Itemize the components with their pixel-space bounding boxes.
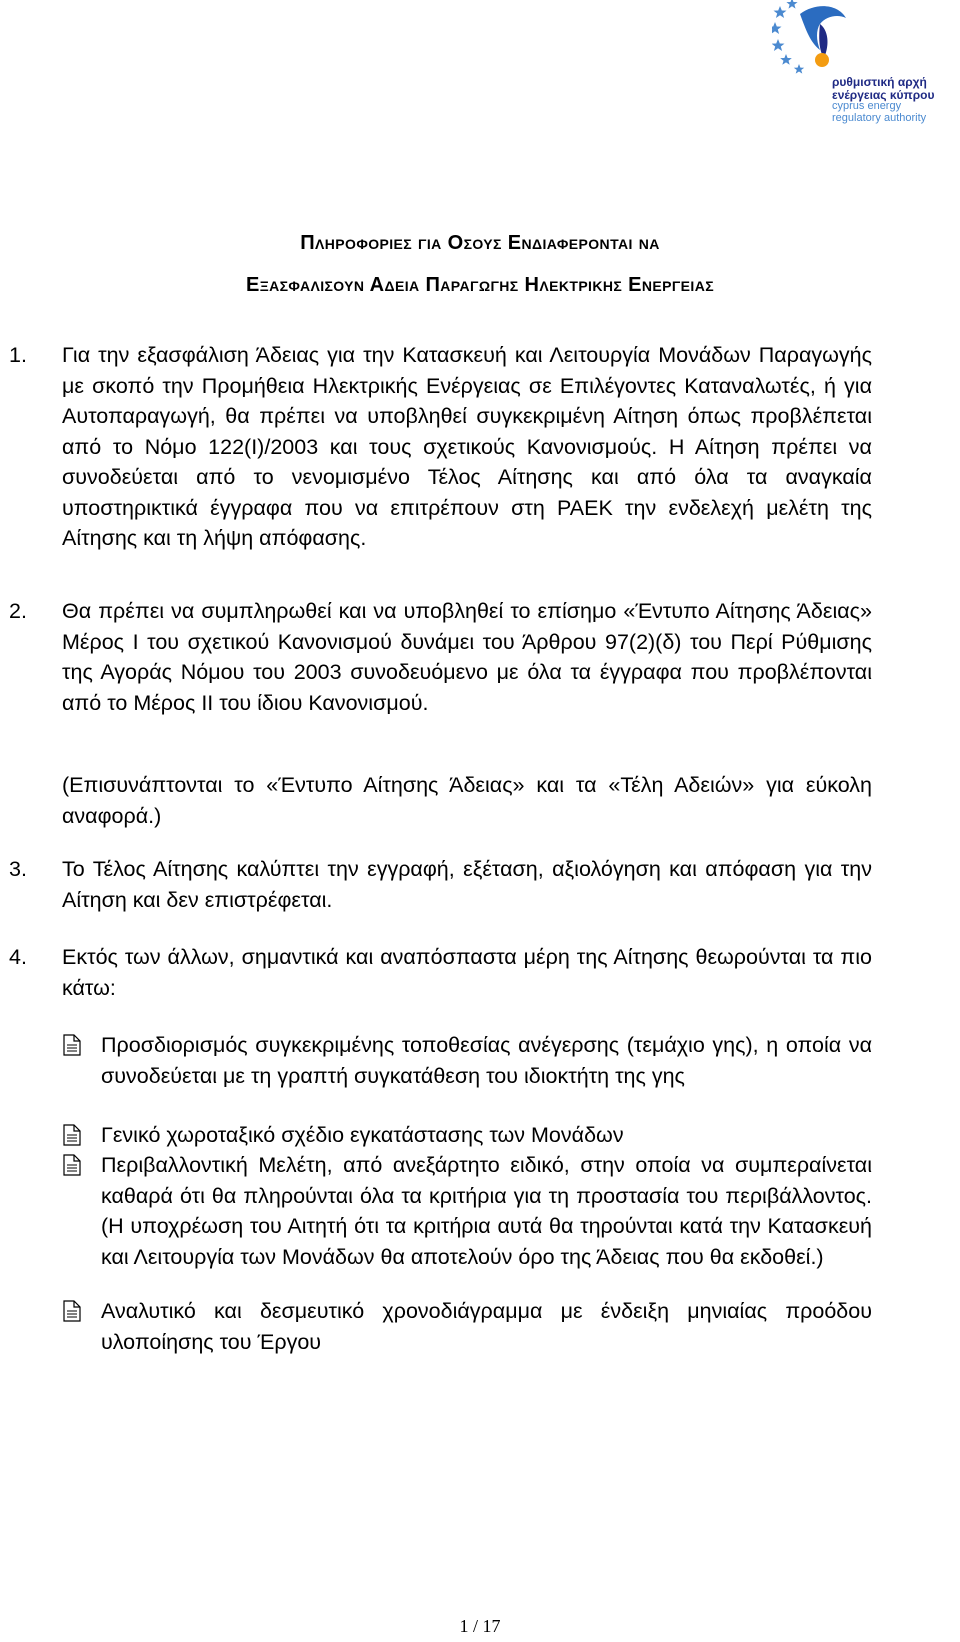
logo-name-en-line1: cyprus energy bbox=[832, 100, 902, 113]
item-text: Το Τέλος Αίτησης καλύπτει την εγγραφή, εξέταση, αξιολόγηση και απόφαση για την Αίτηση και δεν επιστρέφεται. bbox=[62, 857, 872, 912]
bullet-text: Γενικό χωροταξικό σχέδιο εγκατάστασης των Μονάδων bbox=[101, 1123, 624, 1147]
logo-name-gr-line1: ρυθμιστική αρχή bbox=[832, 75, 927, 89]
document-title-line2 bbox=[0, 274, 960, 297]
item-number: 2. bbox=[9, 599, 27, 623]
document-icon bbox=[62, 1034, 82, 1056]
page-number: 1 / 17 bbox=[459, 1616, 501, 1636]
logo-text bbox=[832, 76, 934, 124]
document-icon bbox=[62, 1154, 82, 1176]
item-number: 4. bbox=[9, 945, 27, 969]
raek-logo bbox=[772, 0, 954, 126]
title-line2: Εξασφαλισουν Αδεια Παραγωγησ Ηλεκτρικησ Ενεργειασ bbox=[245, 274, 715, 296]
item-number: 3. bbox=[9, 857, 27, 881]
item-text: Για την εξασφάλιση Άδειας για την Κατασκευή και Λειτουργία Μονάδων Παραγωγής με σκοπό την Προμήθεια Ηλεκτρικής Ενέργειας σε Επιλέγοντες Καταναλωτές, ή για Αυτοπαραγωγή, θα πρέπει να υποβληθεί συγκεκριμένη Αίτηση όπως προβλέπεται από το Νόμο 122(Ι)/2003 και τους σχετικούς Κανονισμούς. Η Αίτηση πρέπει να συνοδεύεται από το νενομισμένο Τέλος Αίτησης και από όλα τα αναγκαία υποστηρικτικά έγγραφα που να επιτρέπουν στη ΡΑΕΚ την ενδελεχή μελέτη της Αίτησης και τη λήψη απόφασης. bbox=[62, 343, 872, 550]
document-icon bbox=[62, 1124, 82, 1146]
title-line1: Πληροφοριεσ για Οσουσ Ενδιαφερονται να bbox=[300, 232, 660, 254]
document-title-line1 bbox=[0, 232, 960, 255]
item-number: 1. bbox=[9, 343, 27, 367]
logo-name-en-line2: regulatory authority bbox=[832, 111, 927, 124]
document-icon bbox=[62, 1300, 82, 1322]
attachments-note: (Επισυνάπτονται το «Έντυπο Αίτησης Άδειας» και τα «Τέλη Αδειών» για εύκολη αναφορά.) bbox=[62, 773, 872, 828]
bullet-text: Αναλυτικό και δεσμευτικό χρονοδιάγραμμα με ένδειξη μηνιαίας προόδου υλοποίησης του Έργου bbox=[101, 1299, 872, 1354]
item-text: Εκτός των άλλων, σημαντικά και αναπόσπαστα μέρη της Αίτησης θεωρούνται τα πιο κάτω: bbox=[62, 945, 872, 1000]
logo-name-gr-line2: ενέργειας κύπρου bbox=[832, 87, 935, 102]
bullet-text: Περιβαλλοντική Μελέτη, από ανεξάρτητο ειδικό, στην οποία να συμπεραίνεται καθαρά ότι θα πληρούνται όλα τα κριτήρια για τη προστασία του περιβάλλοντος. (Η υποχρέωση του Αιτητή ότι τα κριτήρια αυτά θα τηρούνται κατά την Κατασκευή και Λειτουργία των Μονάδων θα αποτελούν όρο της Άδειας που θα εκδοθεί.) bbox=[101, 1153, 872, 1269]
bullet-text: Προσδιορισμός συγκεκριμένης τοποθεσίας ανέγερσης (τεμάχιο γης), η οποία να συνοδεύεται με τη γραπτή συγκατάθεση του ιδιοκτήτη της γης bbox=[101, 1033, 872, 1088]
item-text: Θα πρέπει να συμπληρωθεί και να υποβληθεί το επίσημο «Έντυπο Αίτησης Άδειας» Μέρος Ι του σχετικού Κανονισμού δυνάμει του Άρθρου 97(2)(δ) του Περί Ρύθμισης της Αγοράς Νόμου του 2003 συνοδευόμενο με όλα τα έγγραφα που προβλέπονται από το Μέρος ΙΙ του ίδιου Κανονισμού. bbox=[62, 599, 872, 715]
